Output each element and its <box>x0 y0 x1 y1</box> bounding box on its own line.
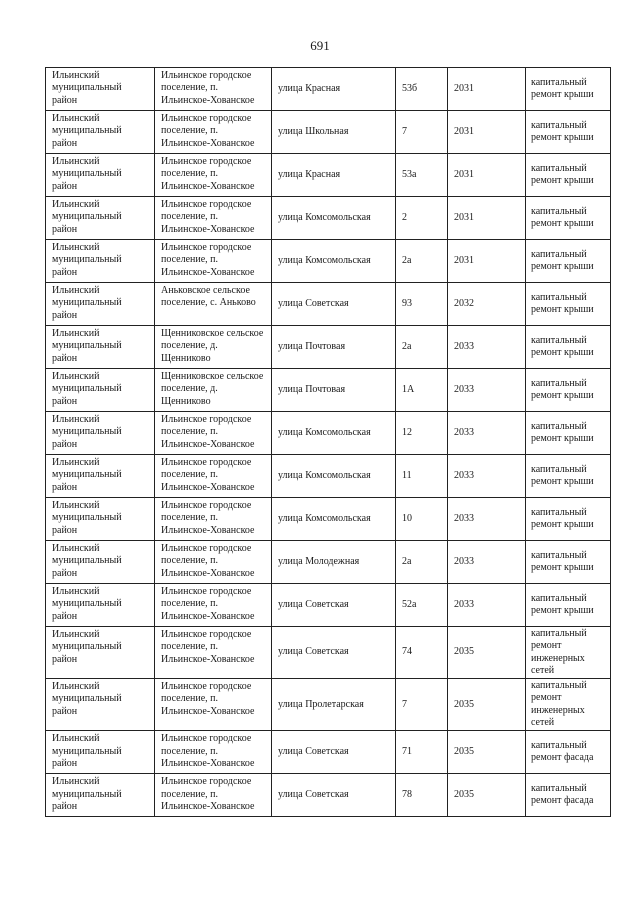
cell-house-number: 93 <box>396 283 448 326</box>
cell-settlement: Ильинское городское поселение, п. Ильинское-Хованское <box>155 774 272 817</box>
cell-house-number: 10 <box>396 498 448 541</box>
cell-house-number: 2а <box>396 326 448 369</box>
cell-year: 2032 <box>448 283 526 326</box>
cell-work-type: капитальный ремонт крыши <box>526 197 611 240</box>
cell-street: улица Советская <box>272 774 396 817</box>
cell-settlement: Ильинское городское поселение, п. Ильинское-Хованское <box>155 154 272 197</box>
cell-year: 2035 <box>448 774 526 817</box>
cell-district: Ильинский муниципальный район <box>46 498 155 541</box>
cell-street: улица Советская <box>272 731 396 774</box>
cell-district: Ильинский муниципальный район <box>46 627 155 679</box>
cell-year: 2031 <box>448 111 526 154</box>
cell-district: Ильинский муниципальный район <box>46 455 155 498</box>
cell-street: улица Комсомольская <box>272 455 396 498</box>
table-row <box>46 412 611 455</box>
cell-district: Ильинский муниципальный район <box>46 111 155 154</box>
cell-street: улица Пролетарская <box>272 679 396 731</box>
cell-district: Ильинский муниципальный район <box>46 326 155 369</box>
cell-work-type: капитальный ремонт крыши <box>526 455 611 498</box>
cell-work-type: капитальный ремонт фасада <box>526 731 611 774</box>
cell-district: Ильинский муниципальный район <box>46 584 155 627</box>
table-row <box>46 679 611 731</box>
cell-house-number: 2 <box>396 197 448 240</box>
cell-year: 2033 <box>448 455 526 498</box>
cell-work-type: капитальный ремонт крыши <box>526 326 611 369</box>
cell-settlement: Ильинское городское поселение, п. Ильинское-Хованское <box>155 197 272 240</box>
cell-street: улица Красная <box>272 154 396 197</box>
table-row <box>46 111 611 154</box>
cell-house-number: 52а <box>396 584 448 627</box>
cell-street: улица Почтовая <box>272 326 396 369</box>
cell-district: Ильинский муниципальный район <box>46 240 155 283</box>
table-row <box>46 240 611 283</box>
cell-work-type: капитальный ремонт крыши <box>526 541 611 584</box>
cell-street: улица Комсомольская <box>272 240 396 283</box>
cell-house-number: 7 <box>396 679 448 731</box>
cell-work-type: капитальный ремонт крыши <box>526 240 611 283</box>
cell-settlement: Ильинское городское поселение, п. Ильинское-Хованское <box>155 498 272 541</box>
cell-district: Ильинский муниципальный район <box>46 154 155 197</box>
cell-house-number: 78 <box>396 774 448 817</box>
page-number: 691 <box>310 38 330 53</box>
table-row <box>46 584 611 627</box>
cell-work-type: капитальный ремонт фасада <box>526 774 611 817</box>
cell-settlement: Ильинское городское поселение, п. Ильинское-Хованское <box>155 731 272 774</box>
cell-house-number: 2а <box>396 541 448 584</box>
cell-year: 2033 <box>448 498 526 541</box>
cell-street: улица Школьная <box>272 111 396 154</box>
cell-settlement: Ильинское городское поселение, п. Ильинское-Хованское <box>155 111 272 154</box>
cell-house-number: 12 <box>396 412 448 455</box>
cell-district: Ильинский муниципальный район <box>46 679 155 731</box>
cell-district: Ильинский муниципальный район <box>46 774 155 817</box>
cell-work-type: капитальный ремонт крыши <box>526 584 611 627</box>
cell-year: 2031 <box>448 68 526 111</box>
table-row <box>46 68 611 111</box>
cell-settlement: Щенниковское сельское поселение, д. Щенниково <box>155 326 272 369</box>
cell-work-type: капитальный ремонт крыши <box>526 111 611 154</box>
cell-district: Ильинский муниципальный район <box>46 731 155 774</box>
table-body <box>46 68 611 817</box>
cell-house-number: 53б <box>396 68 448 111</box>
cell-street: улица Советская <box>272 584 396 627</box>
cell-street: улица Комсомольская <box>272 498 396 541</box>
cell-street: улица Советская <box>272 627 396 679</box>
cell-street: улица Советская <box>272 283 396 326</box>
cell-street: улица Комсомольская <box>272 412 396 455</box>
cell-house-number: 53а <box>396 154 448 197</box>
cell-settlement: Ильинское городское поселение, п. Ильинское-Хованское <box>155 679 272 731</box>
cell-district: Ильинский муниципальный район <box>46 369 155 412</box>
cell-work-type: капитальный ремонт крыши <box>526 412 611 455</box>
cell-street: улица Молодежная <box>272 541 396 584</box>
cell-settlement: Ильинское городское поселение, п. Ильинское-Хованское <box>155 68 272 111</box>
table-row <box>46 774 611 817</box>
cell-year: 2033 <box>448 584 526 627</box>
cell-work-type: капитальный ремонт инженерных сетей <box>526 679 611 731</box>
cell-district: Ильинский муниципальный район <box>46 68 155 111</box>
cell-settlement: Ильинское городское поселение, п. Ильинское-Хованское <box>155 240 272 283</box>
table-row <box>46 283 611 326</box>
cell-work-type: капитальный ремонт инженерных сетей <box>526 627 611 679</box>
cell-district: Ильинский муниципальный район <box>46 412 155 455</box>
cell-street: улица Красная <box>272 68 396 111</box>
cell-work-type: капитальный ремонт крыши <box>526 283 611 326</box>
table-row <box>46 541 611 584</box>
table-row <box>46 369 611 412</box>
cell-settlement: Ильинское городское поселение, п. Ильинское-Хованское <box>155 584 272 627</box>
table-row <box>46 498 611 541</box>
cell-settlement: Аньковское сельское поселение, с. Аньково <box>155 283 272 326</box>
table-row <box>46 326 611 369</box>
cell-house-number: 7 <box>396 111 448 154</box>
table-row <box>46 197 611 240</box>
cell-work-type: капитальный ремонт крыши <box>526 498 611 541</box>
cell-district: Ильинский муниципальный район <box>46 541 155 584</box>
repair-schedule-table <box>45 67 611 817</box>
table-row <box>46 627 611 679</box>
cell-settlement: Ильинское городское поселение, п. Ильинское-Хованское <box>155 412 272 455</box>
cell-street: улица Комсомольская <box>272 197 396 240</box>
cell-year: 2033 <box>448 412 526 455</box>
cell-house-number: 2а <box>396 240 448 283</box>
cell-house-number: 74 <box>396 627 448 679</box>
cell-work-type: капитальный ремонт крыши <box>526 369 611 412</box>
cell-settlement: Ильинское городское поселение, п. Ильинское-Хованское <box>155 541 272 584</box>
cell-house-number: 1А <box>396 369 448 412</box>
cell-settlement: Ильинское городское поселение, п. Ильинское-Хованское <box>155 455 272 498</box>
cell-year: 2035 <box>448 627 526 679</box>
cell-year: 2031 <box>448 197 526 240</box>
cell-house-number: 11 <box>396 455 448 498</box>
cell-settlement: Ильинское городское поселение, п. Ильинское-Хованское <box>155 627 272 679</box>
cell-year: 2033 <box>448 541 526 584</box>
cell-year: 2031 <box>448 240 526 283</box>
cell-house-number: 71 <box>396 731 448 774</box>
cell-work-type: капитальный ремонт крыши <box>526 154 611 197</box>
cell-work-type: капитальный ремонт крыши <box>526 68 611 111</box>
table-row <box>46 154 611 197</box>
cell-year: 2033 <box>448 369 526 412</box>
cell-year: 2033 <box>448 326 526 369</box>
cell-year: 2035 <box>448 731 526 774</box>
cell-district: Ильинский муниципальный район <box>46 197 155 240</box>
cell-settlement: Щенниковское сельское поселение, д. Щенниково <box>155 369 272 412</box>
table-row <box>46 455 611 498</box>
cell-street: улица Почтовая <box>272 369 396 412</box>
cell-year: 2035 <box>448 679 526 731</box>
table-row <box>46 731 611 774</box>
cell-year: 2031 <box>448 154 526 197</box>
cell-district: Ильинский муниципальный район <box>46 283 155 326</box>
